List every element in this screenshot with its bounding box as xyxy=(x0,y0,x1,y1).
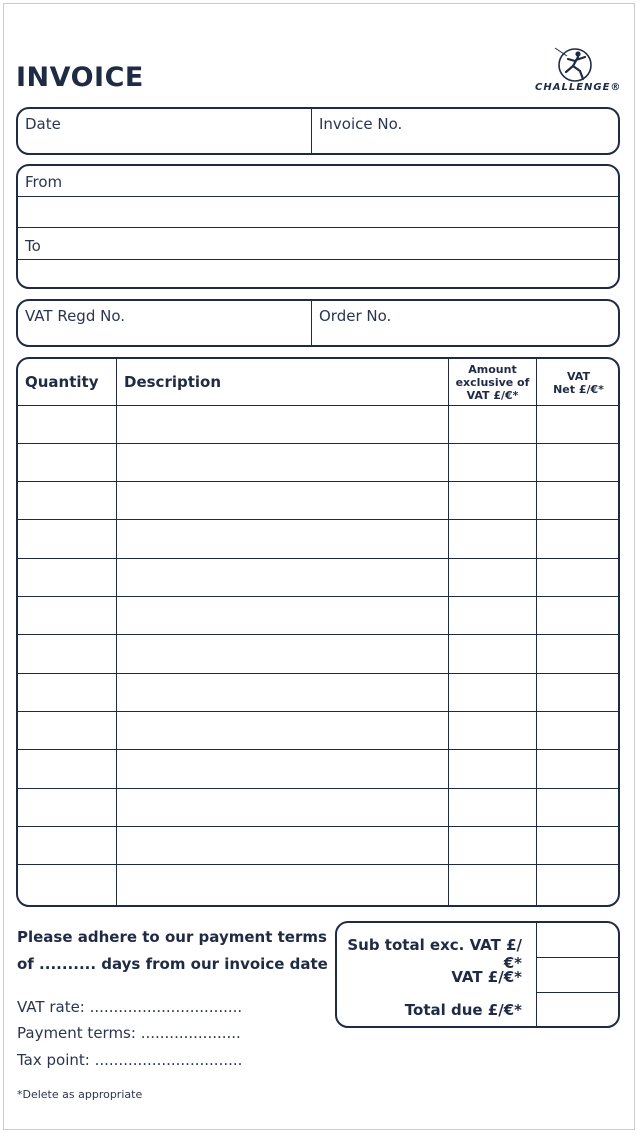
table-row[interactable] xyxy=(18,826,618,865)
total-due-value-cell[interactable] xyxy=(537,993,620,1028)
table-row[interactable] xyxy=(18,864,618,907)
col-description-header: Description xyxy=(124,373,222,391)
vat-order-box xyxy=(16,299,620,347)
total-due-label: Total due £/€* xyxy=(404,1001,522,1019)
page-title: INVOICE xyxy=(16,62,144,93)
to-field[interactable]: To xyxy=(25,237,41,255)
table-row[interactable] xyxy=(18,711,618,750)
table-row[interactable] xyxy=(18,596,618,635)
col-vat-header: VAT Net £/€* xyxy=(553,370,604,396)
challenge-logo xyxy=(535,42,622,98)
order-no-field[interactable]: Order No. xyxy=(319,307,392,325)
table-row[interactable] xyxy=(18,788,618,827)
tax-point-field[interactable]: Tax point: ............................... xyxy=(17,1051,243,1069)
table-row[interactable] xyxy=(18,443,618,482)
items-table xyxy=(16,357,620,907)
col-quantity-header: Quantity xyxy=(25,373,99,391)
table-row[interactable] xyxy=(18,558,618,597)
from-field[interactable]: From xyxy=(25,173,63,191)
table-row[interactable] xyxy=(18,673,618,712)
vat-total-label: VAT £/€* xyxy=(451,968,522,986)
runner-emblem-icon xyxy=(535,42,619,84)
table-row[interactable] xyxy=(18,481,618,520)
brand-name: CHALLENGE® xyxy=(535,82,622,93)
col-amount-header: Amount exclusive of VAT £/€* xyxy=(455,363,530,402)
subtotal-value-cell[interactable] xyxy=(537,923,620,957)
table-row[interactable] xyxy=(18,749,618,788)
date-field[interactable]: Date xyxy=(25,115,61,133)
payment-terms-line-1: Please adhere to our payment terms xyxy=(17,928,327,946)
table-row[interactable] xyxy=(18,634,618,673)
subtotal-label: Sub total exc. VAT £/€* xyxy=(347,936,522,972)
payment-terms-line-2: of .......... days from our invoice date xyxy=(17,955,328,973)
table-row[interactable] xyxy=(18,405,618,444)
payment-terms-field[interactable]: Payment terms: ..................... xyxy=(17,1024,241,1042)
invoice-no-field[interactable]: Invoice No. xyxy=(319,115,403,133)
from-to-box xyxy=(16,164,620,289)
vat-regd-no-field[interactable]: VAT Regd No. xyxy=(25,307,126,325)
totals-box xyxy=(335,921,620,1028)
footnote: *Delete as appropriate xyxy=(17,1088,143,1101)
date-invoice-box xyxy=(16,107,620,155)
table-row[interactable] xyxy=(18,519,618,558)
vat-value-cell[interactable] xyxy=(537,958,620,992)
vat-rate-field[interactable]: VAT rate: ................................ xyxy=(17,998,243,1016)
